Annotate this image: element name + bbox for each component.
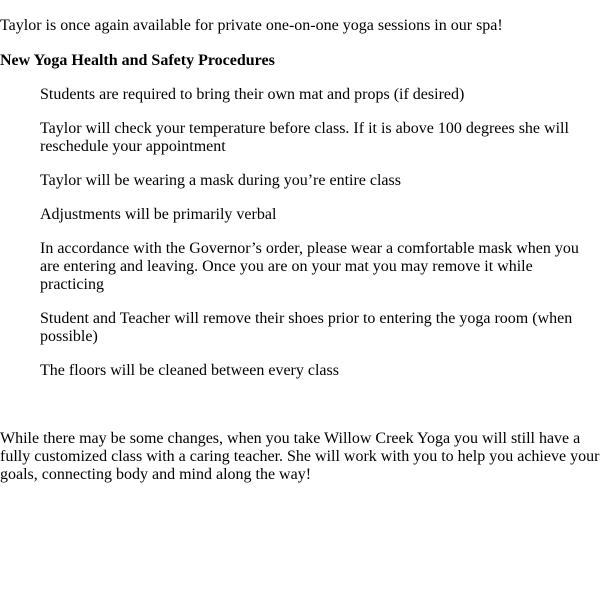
procedure-item: Taylor will be wearing a mask during you’re entire class <box>40 172 401 189</box>
closing-paragraph: While there may be some changes, when you take Willow Creek Yoga you will still have a fully customized class with a caring teacher. She will work with you to help you achieve your goals, connecting body and mind along the way! <box>0 430 600 483</box>
section-heading: New Yoga Health and Safety Procedures <box>0 52 275 69</box>
procedure-item: Student and Teacher will remove their shoes prior to entering the yoga room (when possible) <box>40 310 573 345</box>
intro-paragraph: Taylor is once again available for private one-on-one yoga sessions in our spa! <box>0 17 503 34</box>
procedure-item: Students are required to bring their own mat and props (if desired) <box>40 86 465 103</box>
procedure-item: Adjustments will be primarily verbal <box>40 206 277 223</box>
procedure-item: The floors will be cleaned between every class <box>40 362 339 379</box>
procedure-item: In accordance with the Governor’s order, please wear a comfortable mask when you are entering and leaving. Once you are on your mat you may remove it while practicing <box>40 240 579 293</box>
procedure-item: Taylor will check your temperature before class. If it is above 100 degrees she will reschedule your appointment <box>40 120 569 155</box>
procedures-list <box>40 86 600 396</box>
